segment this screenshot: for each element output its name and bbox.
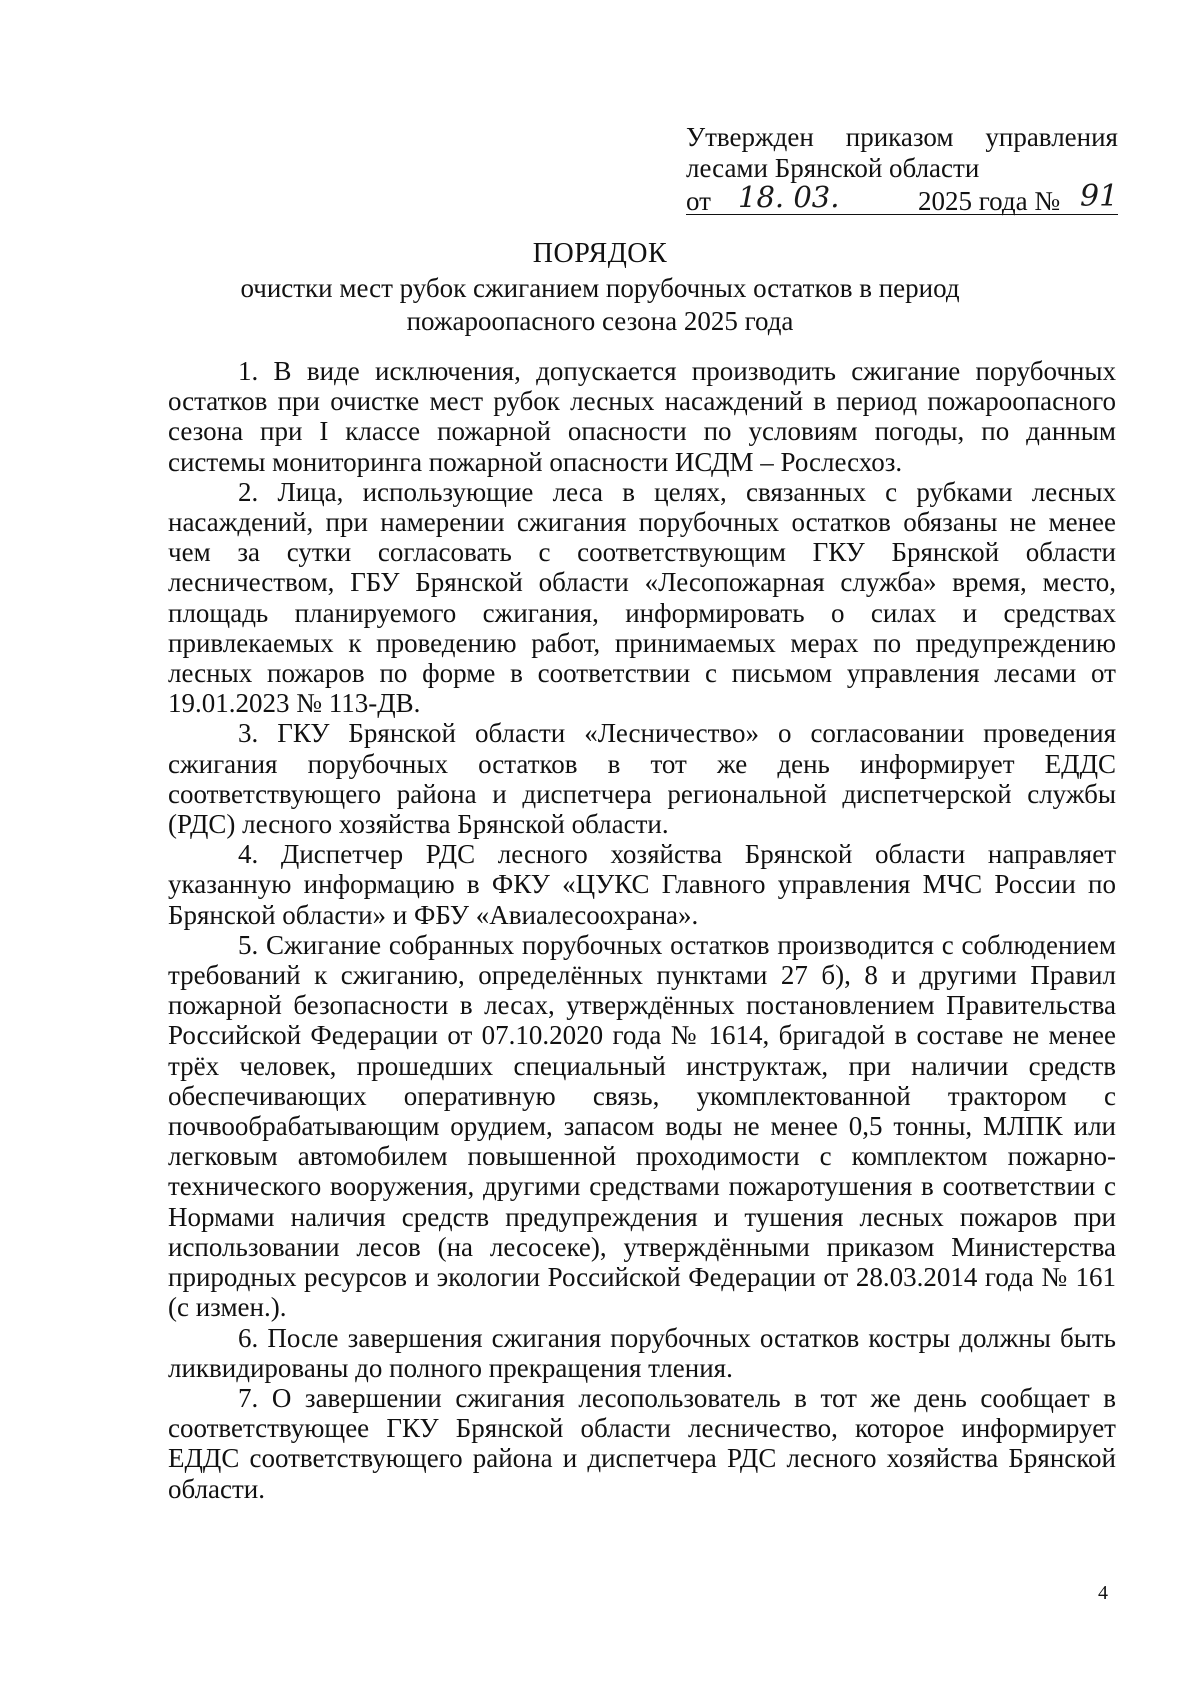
paragraph-7: 7. О завершении сжигания лесопользователь в тот же день сообщает в соответствующее ГКУ Брянской области лесничество, которое информирует ЕДДС соответствующего района и диспетчера РДС лесного хозяйства Брянской области. xyxy=(168,1382,1116,1504)
document-subtitle: очистки мест рубок сжиганием порубочных остатков в период пожароопасного сезона 2025 года xyxy=(240,273,960,336)
paragraph-2: 2. Лица, использующие леса в целях, связанных с рубками лесных насаждений, при намерении сжигания порубочных остатков обязаны не менее чем за сутки согласовать с соответствующим ГКУ Брянской области лесничеством, ГБУ Брянской области «Лесопожарная служба» время, место, площадь планируемого сжигания, информировать о силах и средствах привлекаемых к проведению работ, принимаемых мерах по предупреждению лесных пожаров по форме в соответствии с письмом управления лесами от 19.01.2023 № 113-ДВ. xyxy=(168,476,1116,719)
year-and-number-label: 2025 года № xyxy=(918,186,1061,216)
handwritten-number: 91 xyxy=(1080,179,1119,214)
approval-word: управления xyxy=(985,122,1118,152)
paragraph-4: 4. Диспетчер РДС лесного хозяйства Брянской области направляет указанную информацию в ФКУ «ЦУКС Главного управления МЧС России по Брянской области» и ФБУ «Авиалесоохрана». xyxy=(168,839,1116,930)
paragraph-3: 3. ГКУ Брянской области «Лесничество» о согласовании проведения сжигания порубочных остатков в тот же день информирует ЕДДС соответствующего района и диспетчера региональной диспетчерской службы (РДС) лесного хозяйства Брянской области. xyxy=(168,718,1116,840)
approval-line-1 xyxy=(686,122,1118,153)
paragraph-5: 5. Сжигание собранных порубочных остатков производится с соблюдением требований к сжиганию, определённых пунктами 27 б), 8 и другими Правил пожарной безопасности в лесах, утверждённых постановлением Правительства Российской Федерации от 07.10.2020 года № 1614, бригадой в составе не менее трёх человек, прошедших специальный инструктаж, при наличии средств обеспечивающих оперативную связь, укомплектованной трактором с почвообрабатывающим орудием, запасом воды не менее 0,5 тонны, МЛПК или легковым автомобилем повышенной проходимости с комплектом пожарно-технического вооружения, другими средствами пожаротушения в соответствии с Нормами наличия средств предупреждения и тушения лесных пожаров при использовании лесов (на лесосеке), утверждёнными приказом Министерства природных ресурсов и экологии Российской Федерации от 28.03.2014 года № 161 (с измен.). xyxy=(168,929,1116,1323)
approval-stamp-block xyxy=(686,122,1118,218)
handwritten-date: 18. 03. xyxy=(738,180,840,214)
approval-word: Утвержден xyxy=(686,122,814,152)
paragraph-6: 6. После завершения сжигания порубочных остатков костры должны быть ликвидированы до полного прекращения тления. xyxy=(168,1322,1116,1383)
approval-line-2: лесами Брянской области xyxy=(686,153,980,183)
date-underline xyxy=(686,214,1118,215)
paragraph-1: 1. В виде исключения, допускается производить сжигание порубочных остатков при очистке мест рубок лесных насаждений в период пожароопасного сезона при I классе пожарной опасности по условиям погоды, по данным системы мониторинга пожарной опасности ИСДМ – Рослесхоз. xyxy=(168,356,1116,477)
approval-date-line xyxy=(686,179,1119,218)
date-prefix: от xyxy=(686,186,711,216)
document-title: ПОРЯДОК xyxy=(532,238,668,269)
document-body xyxy=(168,356,1116,1504)
approval-word: приказом xyxy=(845,122,954,152)
page-number: 4 xyxy=(1098,1582,1108,1604)
